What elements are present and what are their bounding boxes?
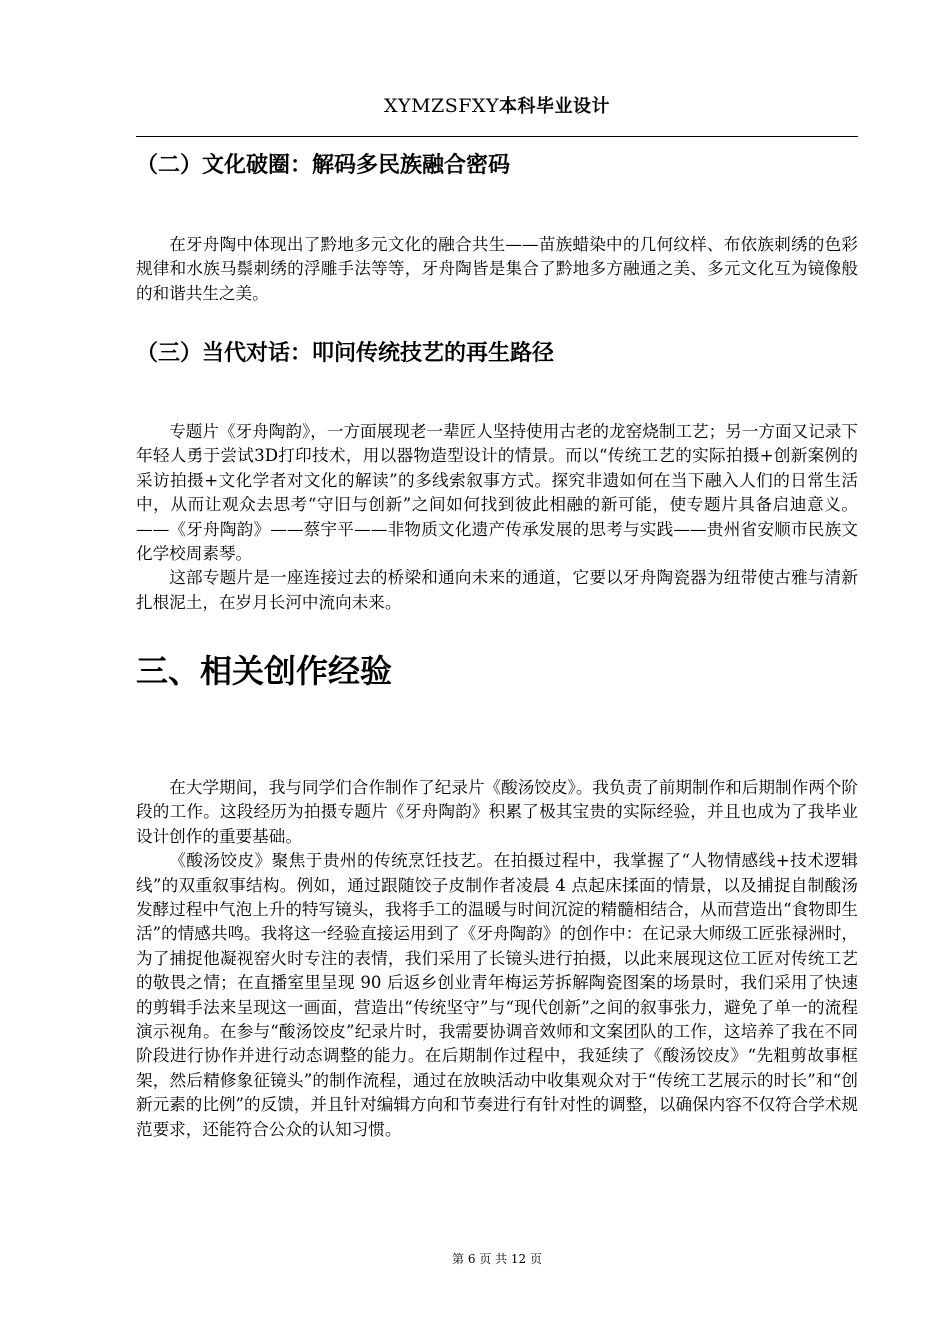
- subsection-heading-culture: （二）文化破圈：解码多民族融合密码: [136, 153, 511, 178]
- paragraph: 在大学期间，我与同学们合作制作了纪录片《酸汤饺皮》。我负责了前期制作和后期制作两个阶段的工作。这段经历为拍摄专题片《牙舟陶韵》积累了极其宝贵的实际经验，并且也成为了我毕业设计创作的重要基础。: [136, 778, 858, 846]
- running-header: [136, 92, 858, 118]
- paragraph: 在牙舟陶中体现出了黔地多元文化的融合共生——苗族蜡染中的几何纹样、布依族刺绣的色彩规律和水族马鬃刺绣的浮雕手法等等，牙舟陶皆是集合了黔地多方融通之美、多元文化互为镜像般的和谐共生之美。: [136, 235, 858, 303]
- chapter-body: [136, 776, 858, 1142]
- subsection-body-dialogue: [136, 420, 858, 615]
- paragraph: 这部专题片是一座连接过去的桥梁和通向未来的通道，它要以牙舟陶瓷器为纽带使古雅与清新扎根泥土，在岁月长河中流向未来。: [136, 568, 858, 612]
- header-divider: [136, 136, 858, 137]
- page-number: 第 6 页 共 12 页: [452, 1252, 542, 1266]
- chapter-heading: 三、相关创作经验: [136, 652, 393, 690]
- paragraph: 《酸汤饺皮》聚焦于贵州的传统烹饪技艺。在拍摄过程中，我掌握了“人物情感线+技术逻辑线”的双重叙事结构。例如，通过跟随饺子皮制作者凌晨 4 点起床揉面的情景，以及捕捉自制酸汤发酵过程中气泡上升的特写镜头，我将手工的温暖与时间沉淀的精髓相结合，从而营造出“食物即生活”的情感共鸣。我将这一经验直接运用到了《牙舟陶韵》的创作中：在记录大师级工匠张禄洲时，为了捕捉他凝视窑火时专注的表情，我们采用了长镜头进行拍摄，以此来展现这位工匠对传统工艺的敬畏之情；在直播室里呈现 90 后返乡创业青年梅运芳拆解陶瓷图案的场景时，我们采用了快速的剪辑手法来呈现这一画面，营造出“传统坚守”与“现代创新”之间的叙事张力，避免了单一的流程演示视角。在参与“酸汤饺皮”纪录片时，我需要协调音效师和文案团队的工作，这培养了我在不同阶段进行协作并进行动态调整的能力。在后期制作过程中，我延续了《酸汤饺皮》“先粗剪故事框架，然后精修象征镜头”的制作流程，通过在放映活动中收集观众对于“传统工艺展示的时长”和“创新元素的比例”的反馈，并且针对编辑方向和节奏进行有针对性的调整，以确保内容不仅符合学术规范要求，还能符合公众的认知习惯。: [136, 851, 859, 1139]
- subsection-heading-dialogue: （三）当代对话：叩问传统技艺的再生路径: [136, 341, 555, 366]
- header-label: 本科毕业设计: [499, 96, 610, 117]
- paragraph: 专题片《牙舟陶韵》，一方面展现老一辈匠人坚持使用古老的龙窑烧制工艺；另一方面又记录下年轻人勇于尝试3D打印技术，用以器物造型设计的情景。而以“传统工艺的实际拍摄+创新案例的采访拍摄+文化学者对文化的解读”的多线索叙事方式。探究非遗如何在当下融入人们的日常生活中，从而让观众去思考“守旧与创新”之间如何找到彼此相融的新可能，使专题片具备启迪意义。——《牙舟陶韵》——蔡宇平——非物质文化遗产传承发展的思考与实践——贵州省安顺市民族文化学校周素琴。: [136, 422, 858, 564]
- header-code: XYMZSFXY: [384, 95, 499, 117]
- subsection-body-culture: [136, 233, 858, 306]
